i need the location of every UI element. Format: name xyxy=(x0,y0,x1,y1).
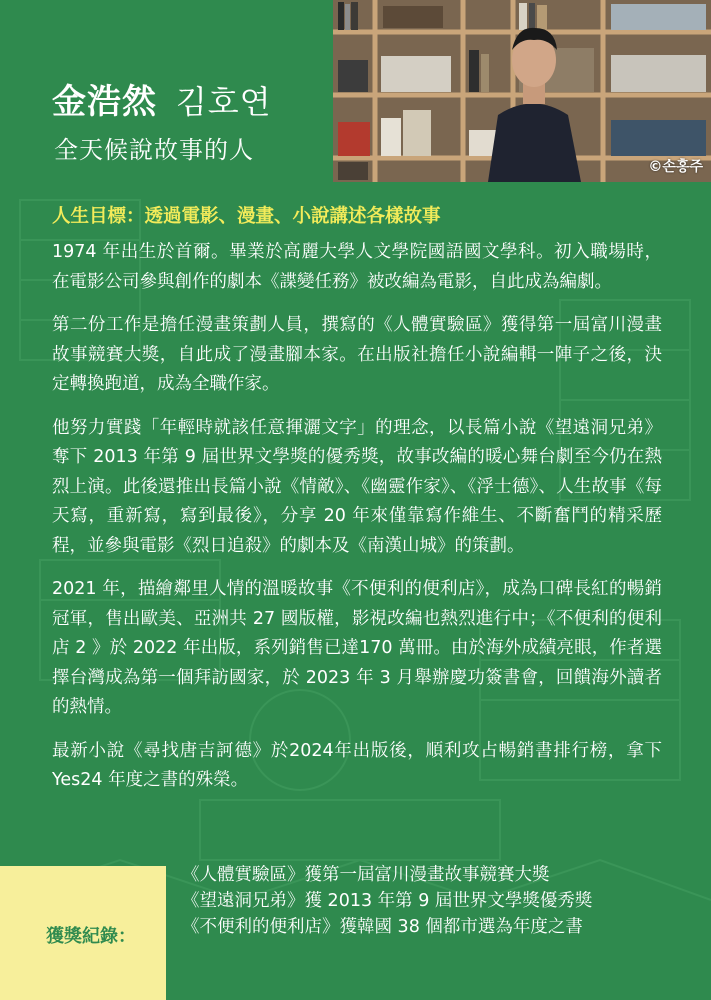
bio-paragraph: 第二份工作是擔任漫畫策劃人員，撰寫的《人體實驗區》獲得第一屆富川漫畫故事競賽大獎，自此成了漫畫腳本家。在出版社擔任小說編輯一陣子之後，決定轉換跑道，成為全職作家。 xyxy=(52,315,662,394)
bio-paragraph: 最新小說《尋找唐吉訶德》於2024年出版後，順利攻占暢銷書排行榜，拿下Yes24 年度之書的殊榮。 xyxy=(52,740,662,790)
awards-list xyxy=(182,862,682,940)
author-photo xyxy=(333,0,711,182)
award-item: 《望遠洞兄弟》獲 2013 年第 9 屆世界文學獎優秀獎 xyxy=(182,891,593,911)
life-goal: 人生目標：透過電影、漫畫、小說講述各樣故事 xyxy=(52,206,441,227)
photo-credit: ©손홍주 xyxy=(648,159,703,175)
bio-paragraph: 他努力實踐「年輕時就該任意揮灑文字」的理念，以長篇小說《望遠洞兄弟》奪下 2013 年第 9 屆世界文學獎的優秀獎，故事改編的暖心舞台劇至今仍在熱烈上演。此後還推出長篇小說《情敵》、《幽靈作家》、《浮士德》、人生故事《每天寫，重新寫，寫到最後》，分享 20 年來僅靠寫作維生、不斷奮鬥的精采歷程，並參與電影《烈日追殺》的劇本及《南漢山城》的策劃。 xyxy=(52,417,662,556)
award-item: 《不便利的便利店》獲韓國 38 個都市選為年度之書 xyxy=(182,917,583,937)
author-photo-illustration xyxy=(333,0,711,182)
author-name-korean: 김호연 xyxy=(175,83,272,121)
author-subtitle: 全天候說故事的人 xyxy=(54,136,254,164)
biography xyxy=(52,238,662,810)
bio-paragraph: 1974 年出生於首爾。畢業於高麗大學人文學院國語國文學科。初入職場時，在電影公司參與創作的劇本《諜變任務》被改編為電影，自此成為編劇。 xyxy=(52,242,662,292)
author-name xyxy=(52,74,272,123)
author-name-chinese: 金浩然 xyxy=(52,82,157,122)
bio-paragraph: 2021 年，描繪鄰里人情的溫暖故事《不便利的便利店》，成為口碑長紅的暢銷冠軍，售出歐美、亞洲共 27 國版權，影視改編也熱烈進行中；《不便利的便利店 2 》於 2022 年出版，系列銷售已達170 萬冊。由於海外成績亮眼，作者選擇台灣成為第一個拜訪國家，於 2023 年 3 月舉辦慶功簽書會，回饋海外讀者的熱情。 xyxy=(52,579,662,717)
awards-label: 獲獎紀錄： xyxy=(46,926,136,947)
award-item: 《人體實驗區》獲第一屆富川漫畫故事競賽大獎 xyxy=(182,865,550,885)
